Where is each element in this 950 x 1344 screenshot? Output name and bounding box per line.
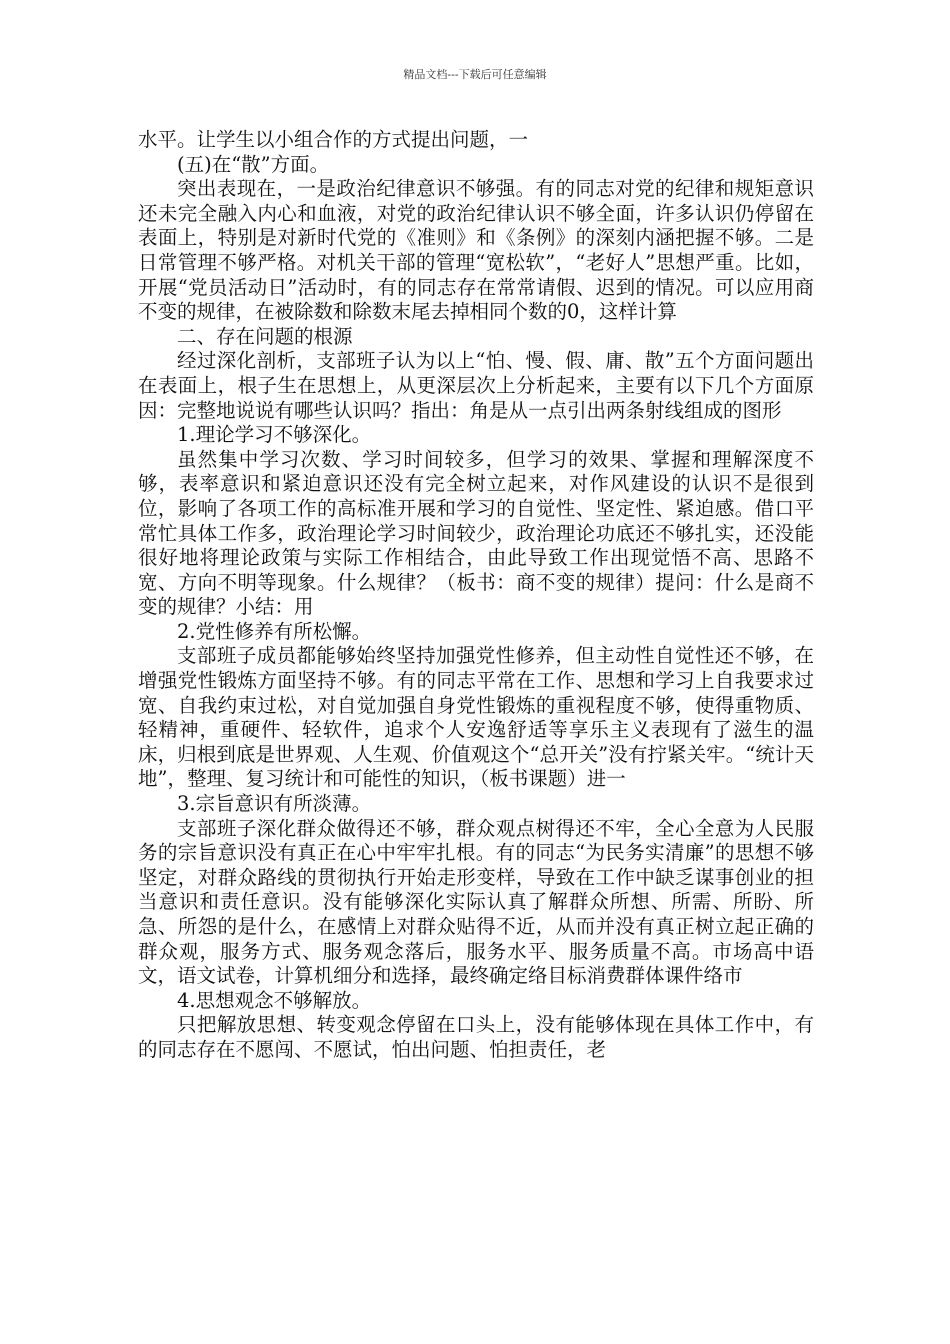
paragraph: 突出表现在，一是政治纪律意识不够强。有的同志对党的纪律和规矩意识还未完全融入内心和血液，对党的政治纪律认识不够全面，许多认识仍停留在表面上，特别是对新时代党的《准则》和《条例》的深刻内涵把握不够。二是日常管理不够严格。对机关干部的管理“宽松软”，“老好人”思想严重。比如，开展“党员活动日”活动时，有的同志存在常常请假、迟到的情况。可以应用商不变的规律，在被除数和除数末尾去掉相同个数的0，这样计算 xyxy=(138,177,814,324)
paragraph: 虽然集中学习次数、学习时间较多，但学习的效果、掌握和理解深度不够，表率意识和紧迫意识还没有完全树立起来，对作风建设的认识不是很到位，影响了各项工作的高标准开展和学习的自觉性、坚定性、紧迫感。借口平常忙具体工作多，政治理论学习时间较少，政治理论功底还不够扎实，还没能很好地将理论政策与实际工作相结合，由此导致工作出现觉悟不高、思路不宽、方向不明等现象。什么规律？（板书：商不变的规律）提问：什么是商不变的规律？小结：用 xyxy=(138,447,814,619)
section-heading: 1.理论学习不够深化。 xyxy=(177,423,372,447)
section-heading: 二、存在问题的根源 xyxy=(177,324,353,348)
section-heading: 2.党性修养有所松懈。 xyxy=(177,619,372,643)
document-body xyxy=(138,128,814,1063)
section-heading: (五)在“散”方面。 xyxy=(177,152,330,176)
paragraph: 只把解放思想、转变观念停留在口头上，没有能够体现在具体工作中，有的同志存在不愿闯、不愿试，怕出问题、怕担责任，老 xyxy=(138,1013,814,1061)
paragraph: 经过深化剖析，支部班子认为以上“怕、慢、假、庸、散”五个方面问题出在表面上，根子生在思想上，从更深层次上分析起来，主要有以下几个方面原因：完整地说说有哪些认识吗？指出：角是从一点引出两条射线组成的图形 xyxy=(138,349,814,422)
section-heading: 3.宗旨意识有所淡薄。 xyxy=(177,792,372,816)
paragraph: 支部班子成员都能够始终坚持加强党性修养，但主动性自觉性还不够，在增强党性锻炼方面坚持不够。有的同志平常在工作、思想和学习上自我要求过宽、自我约束过松，对自觉加强自身党性锻炼的重视程度不够，使得重物质、轻精神，重硬件、轻软件，追求个人安逸舒适等享乐主义表现有了滋生的温床，归根到底是世界观、人生观、价值观这个“总开关”没有拧紧关牢。“统计天地”，整理、复习统计和可能性的知识，（板书课题）进一 xyxy=(138,644,814,791)
page-header: 精品文档---下载后可任意编辑 xyxy=(403,68,547,81)
paragraph: 水平。让学生以小组合作的方式提出问题，一 xyxy=(138,128,529,151)
paragraph: 支部班子深化群众做得还不够，群众观点树得还不牢，全心全意为人民服务的宗旨意识没有真正在心中牢牢扎根。有的同志“为民务实清廉”的思想不够坚定，对群众路线的贯彻执行开始走形变样，导致在工作中缺乏谋事创业的担当意识和责任意识。没有能够深化实际认真了解群众所想、所需、所盼、所急、所怨的是什么，在感情上对群众贴得不近，从而并没有真正树立起正确的群众观，服务方式、服务观念落后，服务水平、服务质量不高。市场高中语文，语文试卷，计算机细分和选择，最终确定络目标消费群体课件络市 xyxy=(138,816,814,988)
section-heading: 4.思想观念不够解放。 xyxy=(177,988,372,1012)
